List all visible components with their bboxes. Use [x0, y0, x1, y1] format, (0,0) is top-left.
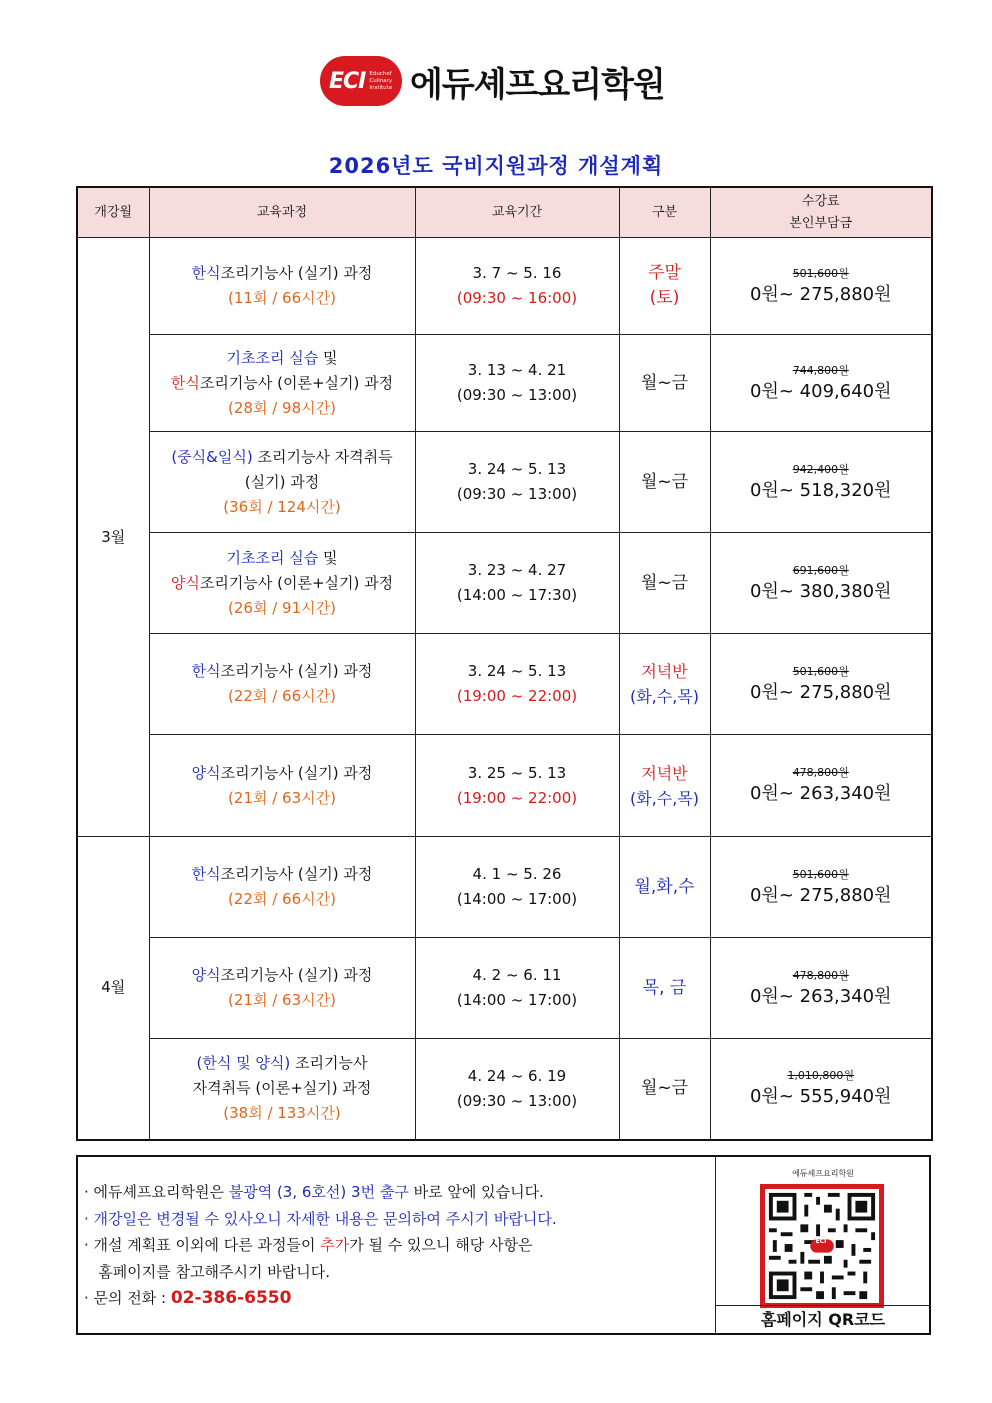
period-dates: 3. 13 ~ 4. 21: [467, 361, 567, 379]
qr-section: [715, 1157, 930, 1333]
table-row: [77, 634, 932, 735]
homepage-qr-code[interactable]: [760, 1184, 884, 1308]
course-cell: [149, 735, 415, 837]
self-pay-fee: 0원~ 263,340원: [750, 985, 892, 1007]
course-cuisine: 한식: [191, 264, 221, 282]
schedule-table: [76, 186, 933, 1141]
course-name: 조리기능사 (이론+실기) 과정: [199, 373, 394, 392]
original-fee: 501,600원: [792, 867, 849, 881]
course-hours: (28회 / 98시간): [228, 398, 336, 417]
course-hours: (36회 / 124시간): [223, 497, 341, 516]
original-fee: 478,800원: [792, 766, 849, 779]
info-phone: [84, 1285, 714, 1312]
type-cell: [619, 938, 710, 1039]
course-cell: [149, 335, 415, 432]
info-location-station: 불광역 (3, 6호선) 3번 출구: [228, 1183, 409, 1201]
header-course: 교육과정: [149, 187, 415, 238]
self-pay-fee: 0원~ 275,880원: [750, 283, 892, 305]
qr-title: 에듀셰프요리학원: [792, 1169, 854, 1178]
logo-badge-text: ECI: [329, 68, 366, 94]
original-fee: 744,800원: [792, 363, 849, 377]
info-location-c: 바로 앞에 있습니다.: [408, 1183, 544, 1201]
month-cell: 3월: [77, 238, 149, 837]
self-pay-fee: 0원~ 275,880원: [750, 681, 892, 703]
type-label: 월~금: [640, 1078, 689, 1099]
self-pay-fee: 0원~ 555,940원: [750, 1086, 892, 1108]
period-cell: [415, 335, 619, 432]
course-name: 조리기능사 (실기) 과정: [220, 662, 373, 680]
original-fee: 1,010,800원: [787, 1069, 855, 1083]
course-prefix-conj: 및: [318, 348, 338, 367]
course-name: 조리기능사 (실기) 과정: [220, 264, 373, 282]
fee-cell: [710, 938, 932, 1039]
course-cuisine: 양식: [191, 763, 221, 782]
header-type: 구분: [619, 187, 710, 238]
course-hours: (21회 / 63시간): [228, 991, 336, 1009]
period-dates: 4. 2 ~ 6. 11: [472, 966, 562, 984]
period-time: (09:30 ~ 13:00): [456, 485, 578, 503]
type-cell: [619, 735, 710, 837]
course-cuisine: 한식: [170, 373, 200, 392]
type-days: (화,수,목): [629, 788, 700, 808]
type-label: 월,화,수: [634, 876, 695, 897]
course-cuisine: 양식: [170, 573, 200, 592]
type-label: 저녁반: [641, 662, 688, 681]
period-dates: 3. 23 ~ 4. 27: [467, 561, 567, 579]
course-cell: [149, 432, 415, 533]
period-time: (14:00 ~ 17:00): [456, 991, 578, 1009]
period-cell: [415, 1039, 619, 1140]
course-name-line2: (실기) 과정: [244, 472, 320, 491]
type-days: (화,수,목): [629, 687, 700, 706]
fee-cell: [710, 238, 932, 335]
original-fee: 691,600원: [792, 563, 849, 577]
type-days: (토): [649, 288, 680, 308]
course-cuisine: 양식: [191, 966, 221, 984]
period-cell: [415, 938, 619, 1039]
period-time: (09:30 ~ 13:00): [456, 1091, 578, 1110]
fee-cell: [710, 432, 932, 533]
phone-number: 02-386-6550: [170, 1288, 292, 1308]
table-row: [77, 335, 932, 432]
original-fee: 478,800원: [792, 968, 849, 982]
logo-badge: [320, 56, 402, 106]
type-cell: [619, 837, 710, 938]
self-pay-fee: 0원~ 518,320원: [750, 479, 892, 501]
fee-cell: [710, 634, 932, 735]
qr-center-label: ECI: [815, 1238, 827, 1245]
course-cell: [149, 238, 415, 335]
period-time: (19:00 ~ 22:00): [456, 687, 578, 705]
course-hours: (22회 / 66시간): [228, 687, 336, 705]
self-pay-fee: 0원~ 380,380원: [750, 580, 892, 602]
info-notice: · 개강일은 변경될 수 있사오니 자세한 내용은 문의하여 주시기 바랍니다.: [84, 1209, 557, 1228]
course-name: 조리기능사 자격취득: [252, 447, 393, 466]
period-cell: [415, 533, 619, 634]
type-label: 월~금: [640, 372, 689, 393]
type-label: 저녁반: [641, 763, 688, 783]
course-cuisine: 한식: [191, 662, 221, 680]
period-time: (09:30 ~ 16:00): [456, 289, 578, 307]
period-time: (09:30 ~ 13:00): [456, 386, 578, 404]
info-extra-a: · 개설 계획표 이외에 다른 과정들이: [84, 1236, 321, 1254]
course-cell: [149, 533, 415, 634]
period-cell: [415, 837, 619, 938]
table-row: [77, 938, 932, 1039]
period-cell: [415, 238, 619, 335]
period-time: (19:00 ~ 22:00): [456, 788, 578, 807]
type-label: 목, 금: [642, 977, 687, 998]
course-hours: (38회 / 133시간): [223, 1104, 341, 1123]
info-extra-highlight: 추가: [320, 1236, 350, 1254]
course-hours: (26회 / 91시간): [228, 598, 336, 617]
course-name: 조리기능사 (실기) 과정: [220, 865, 373, 883]
header-period: 교육기간: [415, 187, 619, 238]
period-dates: 4. 24 ~ 6. 19: [467, 1066, 567, 1085]
course-cuisine: 한식: [191, 865, 221, 883]
info-extra-c: 가 될 수 있으니 해당 사항은: [349, 1236, 533, 1254]
course-name-line2: 자격취득 (이론+실기) 과정: [192, 1079, 372, 1098]
course-hours: (22회 / 66시간): [228, 890, 336, 908]
course-name: 조리기능사 (실기) 과정: [220, 966, 373, 984]
course-prefix: 기초조리 실습: [226, 348, 319, 367]
header-fee-line1: 수강료: [801, 193, 840, 209]
fee-cell: [710, 735, 932, 837]
course-name: 조리기능사 (이론+실기) 과정: [199, 573, 394, 592]
table-row: [77, 238, 932, 335]
table-header-row: [77, 187, 932, 238]
course-cell: [149, 938, 415, 1039]
course-hours: (21회 / 63시간): [228, 788, 336, 807]
course-name: 조리기능사 (실기) 과정: [220, 763, 373, 782]
period-cell: [415, 432, 619, 533]
original-fee: 942,400원: [792, 462, 849, 476]
course-prefix: 기초조리 실습: [226, 548, 319, 567]
course-name: 조리기능사: [290, 1054, 368, 1073]
fee-cell: [710, 533, 932, 634]
info-extra: [84, 1232, 714, 1259]
period-dates: 3. 24 ~ 5. 13: [467, 460, 567, 478]
period-time: (14:00 ~ 17:30): [456, 586, 578, 604]
type-cell: [619, 533, 710, 634]
period-dates: 3. 7 ~ 5. 16: [472, 264, 562, 282]
header-month: 개강월: [77, 187, 149, 238]
course-cell: [149, 837, 415, 938]
table-row: [77, 735, 932, 837]
type-cell: [619, 1039, 710, 1140]
original-fee: 501,600원: [792, 266, 849, 280]
table-row: [77, 432, 932, 533]
course-cell: [149, 1039, 415, 1140]
info-text: [84, 1179, 714, 1312]
type-label: 월~금: [640, 471, 689, 492]
type-cell: [619, 634, 710, 735]
table-row: [77, 533, 932, 634]
period-cell: [415, 735, 619, 837]
self-pay-fee: 0원~ 275,880원: [750, 884, 892, 906]
type-cell: [619, 335, 710, 432]
header-fee-line2: 본인부담금: [789, 215, 853, 231]
original-fee: 501,600원: [792, 664, 849, 678]
course-prefix-conj: 및: [318, 548, 338, 567]
course-cuisine: (한식 및 양식): [196, 1054, 291, 1073]
period-dates: 4. 1 ~ 5. 26: [472, 865, 562, 883]
self-pay-fee: 0원~ 263,340원: [750, 783, 892, 804]
type-label: 주말: [648, 263, 681, 283]
fee-cell: [710, 335, 932, 432]
info-box: [76, 1155, 931, 1335]
info-location-a: · 에듀셰프요리학원은: [84, 1183, 229, 1201]
logo-name: 에듀셰프요리학원: [410, 64, 665, 105]
qr-caption: 홈페이지 QR코드: [716, 1305, 930, 1334]
info-location: [84, 1179, 714, 1206]
fee-cell: [710, 1039, 932, 1140]
period-dates: 3. 25 ~ 5. 13: [467, 763, 567, 782]
type-cell: [619, 238, 710, 335]
type-cell: [619, 432, 710, 533]
course-cuisine: (중식&일식): [171, 447, 253, 466]
month-cell: 4월: [77, 837, 149, 1140]
info-phone-label: · 문의 전화 :: [84, 1289, 171, 1307]
logo-badge-subtext: Educhef Culinary Institute: [369, 70, 393, 91]
period-dates: 3. 24 ~ 5. 13: [467, 662, 567, 680]
type-label: 월~금: [640, 572, 689, 593]
table-row: [77, 1039, 932, 1140]
table-row: [77, 837, 932, 938]
course-cell: [149, 634, 415, 735]
info-homepage: 홈페이지를 참고해주시기 바랍니다.: [84, 1262, 330, 1281]
course-hours: (11회 / 66시간): [228, 289, 336, 307]
page-title: 2026년도 국비지원과정 개설계획: [328, 154, 664, 178]
period-cell: [415, 634, 619, 735]
period-time: (14:00 ~ 17:00): [456, 890, 578, 908]
fee-cell: [710, 837, 932, 938]
header-fee: [710, 187, 932, 238]
self-pay-fee: 0원~ 409,640원: [750, 380, 892, 402]
academy-logo: [320, 55, 665, 107]
